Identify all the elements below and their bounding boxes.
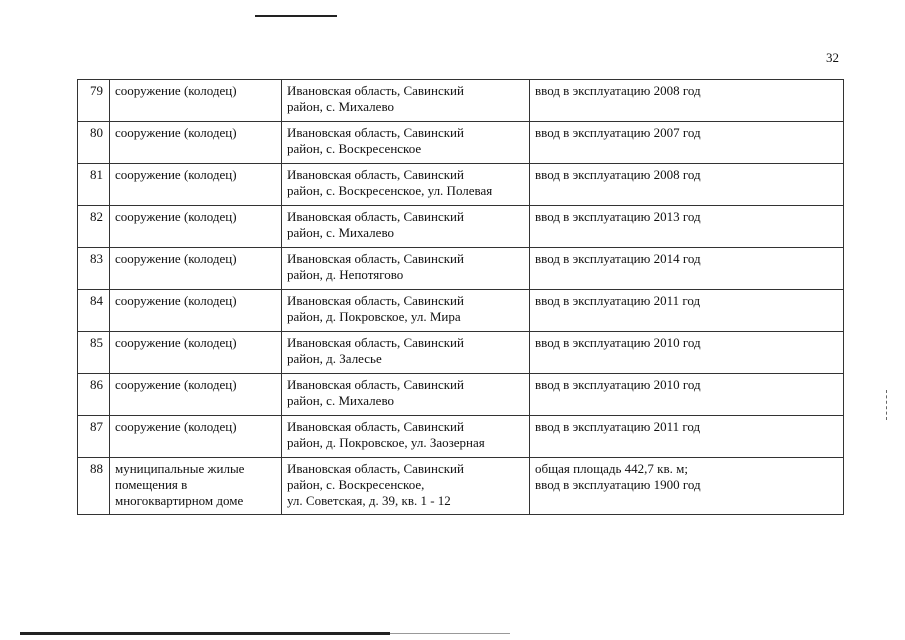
table-row xyxy=(78,290,844,332)
address-line: район, с. Михалево xyxy=(287,99,394,114)
info-line: ввод в эксплуатацию 2011 год xyxy=(535,293,701,308)
row-number: 82 xyxy=(78,206,110,248)
info-line: общая площадь 442,7 кв. м; xyxy=(535,461,688,476)
margin-mark xyxy=(886,390,889,420)
address-line: Ивановская область, Савинский xyxy=(287,461,464,476)
address-line: Ивановская область, Савинский xyxy=(287,125,464,140)
object-address xyxy=(282,122,530,164)
address-line: Ивановская область, Савинский xyxy=(287,377,464,392)
address-line: район, д. Залесье xyxy=(287,351,382,366)
info-line: ввод в эксплуатацию 2008 год xyxy=(535,83,701,98)
table-row xyxy=(78,416,844,458)
table-row xyxy=(78,332,844,374)
object-info xyxy=(530,458,844,515)
object-info xyxy=(530,416,844,458)
info-line: ввод в эксплуатацию 2007 год xyxy=(535,125,701,140)
object-name: сооружение (колодец) xyxy=(110,374,282,416)
address-line: Ивановская область, Савинский xyxy=(287,335,464,350)
object-address xyxy=(282,416,530,458)
object-name: сооружение (колодец) xyxy=(110,122,282,164)
row-number: 85 xyxy=(78,332,110,374)
row-number: 83 xyxy=(78,248,110,290)
table-row xyxy=(78,248,844,290)
address-line: район, д. Покровское, ул. Заозерная xyxy=(287,435,485,450)
object-info xyxy=(530,290,844,332)
bottom-rule xyxy=(20,632,390,635)
row-number: 84 xyxy=(78,290,110,332)
object-address xyxy=(282,164,530,206)
property-table xyxy=(77,79,844,515)
object-name: сооружение (колодец) xyxy=(110,248,282,290)
address-line: Ивановская область, Савинский xyxy=(287,209,464,224)
object-info xyxy=(530,332,844,374)
object-address xyxy=(282,206,530,248)
address-line: Ивановская область, Савинский xyxy=(287,293,464,308)
address-line: район, с. Воскресенское, ул. Полевая xyxy=(287,183,493,198)
address-line: район, с. Михалево xyxy=(287,225,394,240)
info-line: ввод в эксплуатацию 2013 год xyxy=(535,209,701,224)
object-address xyxy=(282,374,530,416)
object-info xyxy=(530,164,844,206)
object-address xyxy=(282,458,530,515)
object-name: сооружение (колодец) xyxy=(110,332,282,374)
info-line: ввод в эксплуатацию 2010 год xyxy=(535,377,701,392)
bottom-rule-faint xyxy=(390,633,510,634)
object-info xyxy=(530,206,844,248)
object-info xyxy=(530,80,844,122)
row-number: 80 xyxy=(78,122,110,164)
object-info xyxy=(530,248,844,290)
object-address xyxy=(282,332,530,374)
table-row xyxy=(78,80,844,122)
row-number: 87 xyxy=(78,416,110,458)
table-row xyxy=(78,122,844,164)
table-row xyxy=(78,374,844,416)
address-line: Ивановская область, Савинский xyxy=(287,419,464,434)
address-line: район, д. Покровское, ул. Мира xyxy=(287,309,461,324)
object-address xyxy=(282,248,530,290)
info-line: ввод в эксплуатацию 2014 год xyxy=(535,251,701,266)
object-name: сооружение (колодец) xyxy=(110,164,282,206)
object-name: сооружение (колодец) xyxy=(110,206,282,248)
row-number: 86 xyxy=(78,374,110,416)
address-line: район, с. Воскресенское xyxy=(287,141,422,156)
object-name: сооружение (колодец) xyxy=(110,290,282,332)
object-address xyxy=(282,290,530,332)
object-info xyxy=(530,374,844,416)
row-number: 88 xyxy=(78,458,110,515)
page-number: 32 xyxy=(826,50,839,65)
table-row xyxy=(78,164,844,206)
address-line: район, с. Михалево xyxy=(287,393,394,408)
info-line: ввод в эксплуатацию 2008 год xyxy=(535,167,701,182)
object-name: муниципальные жилые помещения в многоквартирном доме xyxy=(110,458,282,515)
object-info xyxy=(530,122,844,164)
address-line: ул. Советская, д. 39, кв. 1 - 12 xyxy=(287,493,451,508)
address-line: Ивановская область, Савинский xyxy=(287,83,464,98)
address-line: район, д. Непотягово xyxy=(287,267,404,282)
object-name: сооружение (колодец) xyxy=(110,80,282,122)
row-number: 81 xyxy=(78,164,110,206)
table-row xyxy=(78,458,844,515)
address-line: Ивановская область, Савинский xyxy=(287,167,464,182)
info-line: ввод в эксплуатацию 1900 год xyxy=(535,477,701,492)
top-rule xyxy=(255,15,337,17)
info-line: ввод в эксплуатацию 2011 год xyxy=(535,419,701,434)
address-line: район, с. Воскресенское, xyxy=(287,477,425,492)
object-name: сооружение (колодец) xyxy=(110,416,282,458)
info-line: ввод в эксплуатацию 2010 год xyxy=(535,335,701,350)
object-address xyxy=(282,80,530,122)
row-number: 79 xyxy=(78,80,110,122)
address-line: Ивановская область, Савинский xyxy=(287,251,464,266)
table-row xyxy=(78,206,844,248)
